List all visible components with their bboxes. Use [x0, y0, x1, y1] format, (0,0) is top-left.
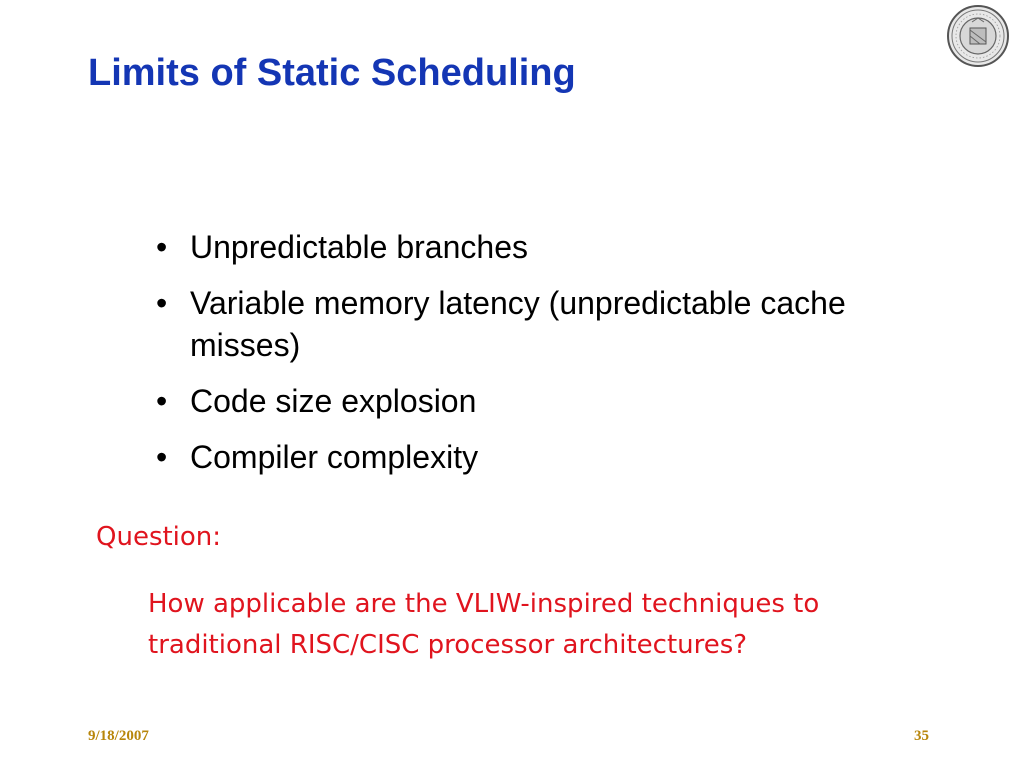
bullet-text: Unpredictable branches: [190, 229, 528, 265]
bullet-text: Code size explosion: [190, 383, 477, 419]
bullet-dot: •: [156, 439, 168, 475]
bullet-list: [156, 226, 916, 492]
bullet-dot: •: [156, 285, 168, 321]
bullet-item: [156, 436, 916, 478]
bullet-dot: •: [156, 229, 168, 265]
question-label: Question:: [96, 522, 222, 552]
bullet-item: [156, 282, 916, 366]
slide-number: 35: [914, 728, 929, 744]
question-text: How applicable are the VLIW-inspired techniques to traditional RISC/CISC processor architectures?: [148, 589, 820, 660]
bullet-dot: •: [156, 383, 168, 419]
bullet-text: Variable memory latency (unpredictable cache misses): [190, 285, 846, 363]
university-seal-icon: [946, 4, 1010, 68]
bullet-text: Compiler complexity: [190, 439, 479, 475]
bullet-item: [156, 226, 916, 268]
bullet-item: [156, 380, 916, 422]
footer-date: 9/18/2007: [88, 728, 149, 744]
slide-title: Limits of Static Scheduling: [88, 52, 576, 94]
